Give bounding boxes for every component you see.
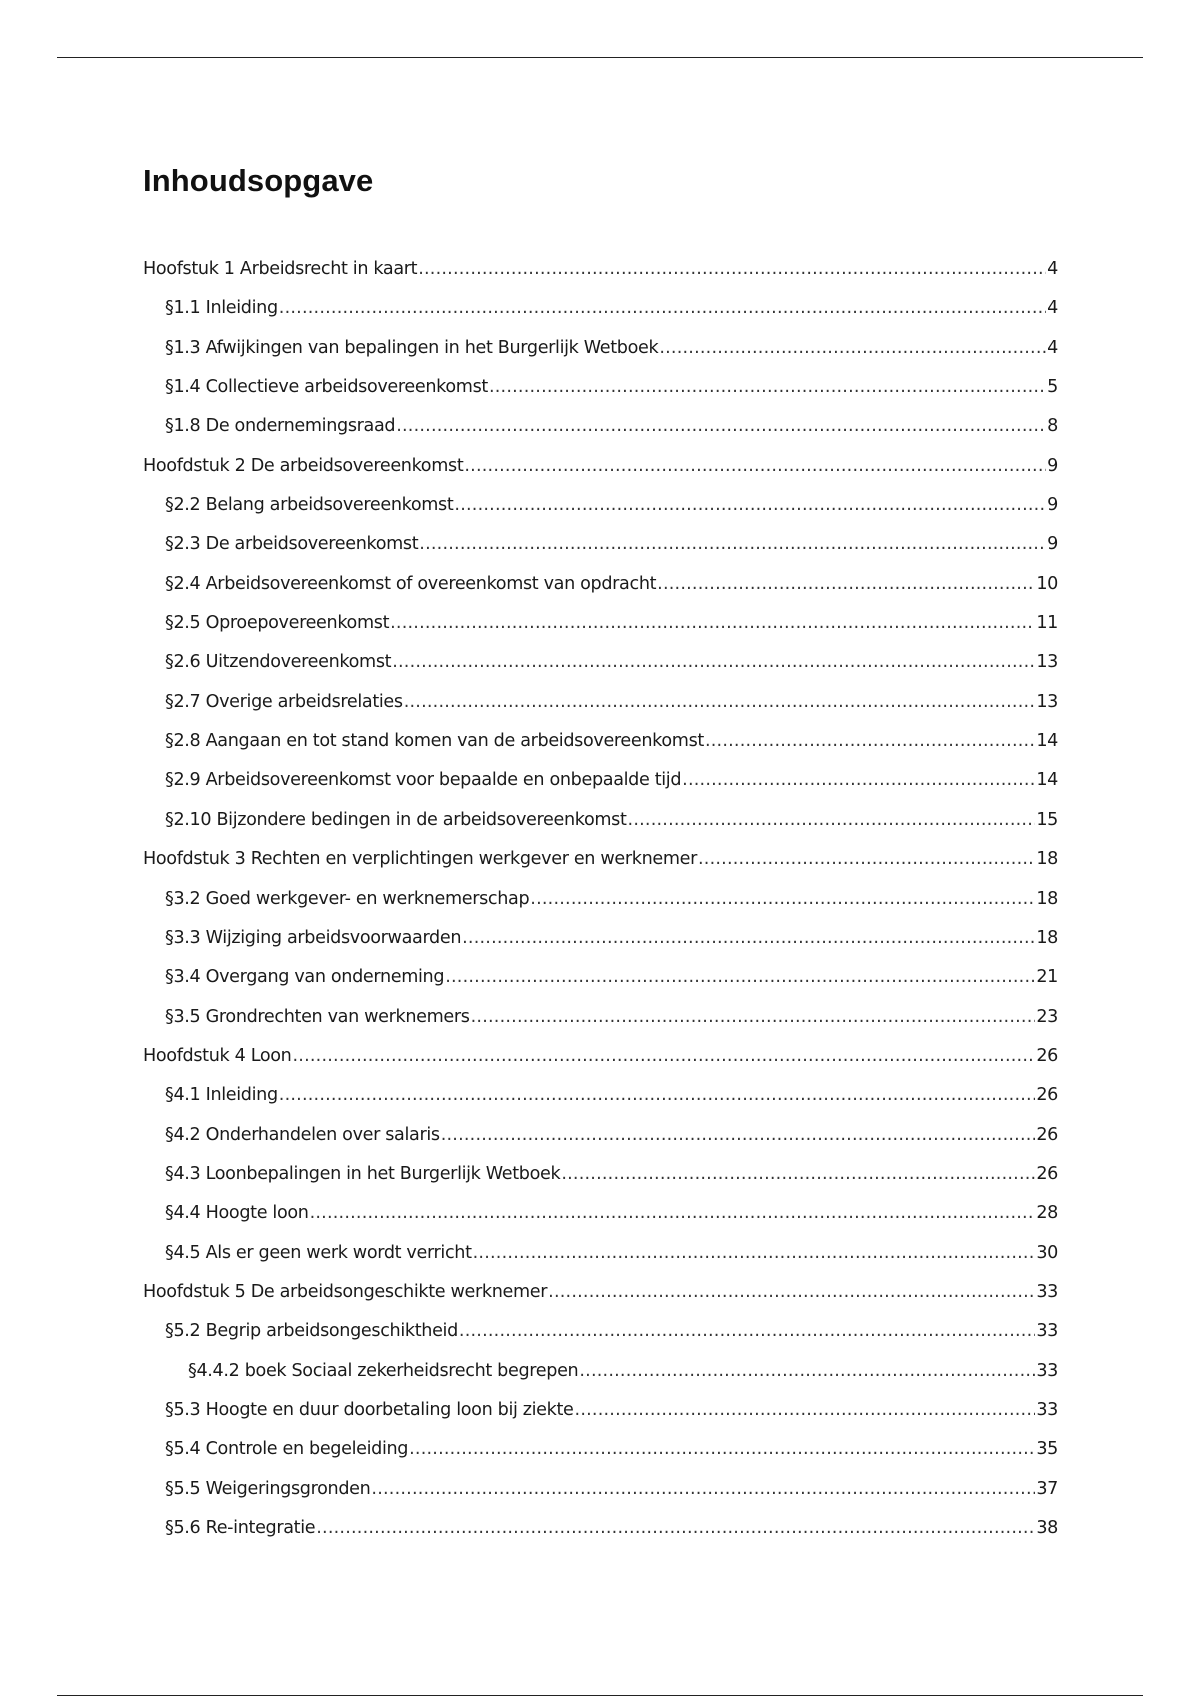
toc-page-number: 15 <box>1036 809 1058 830</box>
toc-entry[interactable] <box>143 1439 1058 1478</box>
toc-entry[interactable] <box>143 495 1058 534</box>
toc-entry[interactable] <box>143 613 1058 652</box>
toc-entry[interactable] <box>143 1203 1058 1242</box>
toc-entry[interactable] <box>143 849 1058 888</box>
toc-page-number: 37 <box>1036 1478 1058 1499</box>
toc-entry-label: §5.3 Hoogte en duur doorbetaling loon bij ziekte <box>165 1399 574 1420</box>
toc-entry-label: §3.5 Grondrechten van werknemers <box>165 1006 470 1027</box>
toc-entry-label: §2.7 Overige arbeidsrelaties <box>165 691 403 712</box>
toc-dot-leader <box>462 928 1035 948</box>
toc-dot-leader <box>682 770 1035 790</box>
toc-page-number: 4 <box>1047 337 1058 358</box>
toc-page-number: 13 <box>1036 652 1058 673</box>
toc-dot-leader <box>279 1085 1036 1105</box>
toc-page-number: 14 <box>1036 731 1058 752</box>
toc-dot-leader <box>409 1439 1035 1459</box>
toc-entry[interactable] <box>143 1400 1058 1439</box>
toc-entry[interactable] <box>143 692 1058 731</box>
toc-entry-label: §2.2 Belang arbeidsovereenkomst <box>165 495 454 516</box>
toc-dot-leader <box>657 574 1035 594</box>
toc-entry-label: §1.3 Afwijkingen van bepalingen in het Burgerlijk Wetboek <box>165 337 659 358</box>
toc-dot-leader <box>459 1321 1035 1341</box>
toc-dot-leader <box>698 849 1035 869</box>
toc-page-number: 10 <box>1036 573 1058 594</box>
toc-entry[interactable] <box>143 1085 1058 1124</box>
toc-entry-label: §3.2 Goed werkgever- en werknemerschap <box>165 888 530 909</box>
toc-entry-label: §2.8 Aangaan en tot stand komen van de arbeidsovereenkomst <box>165 731 704 752</box>
toc-entry[interactable] <box>143 889 1058 928</box>
toc-entry[interactable] <box>143 810 1058 849</box>
toc-entry[interactable] <box>143 574 1058 613</box>
toc-entry-label: Hoofdstuk 2 De arbeidsovereenkomst <box>143 455 464 476</box>
toc-dot-leader <box>659 338 1046 358</box>
toc-entry-label: §2.10 Bijzondere bedingen in de arbeidsovereenkomst <box>165 809 627 830</box>
toc-page-number: 38 <box>1036 1518 1058 1538</box>
toc-entry[interactable] <box>143 1518 1058 1557</box>
toc-entry-label: Hoofdstuk 3 Rechten en verplichtingen werkgever en werknemer <box>143 849 697 870</box>
toc-page-number: 26 <box>1036 1045 1058 1066</box>
toc-dot-leader <box>579 1361 1035 1381</box>
toc-dot-leader <box>548 1282 1035 1302</box>
toc-page-number: 26 <box>1036 1124 1058 1145</box>
toc-entry-label: §4.3 Loonbepalingen in het Burgerlijk Wetboek <box>165 1163 561 1184</box>
toc-entry[interactable] <box>143 416 1058 455</box>
toc-entry-label: §4.4.2 boek Sociaal zekerheidsrecht begrepen <box>188 1360 579 1381</box>
toc-dot-leader <box>561 1164 1035 1184</box>
toc-page-number: 30 <box>1036 1242 1058 1263</box>
toc-dot-leader <box>705 731 1035 751</box>
toc-dot-leader <box>396 416 1046 436</box>
toc-entry-label: §4.2 Onderhandelen over salaris <box>165 1124 440 1145</box>
toc-page-number: 8 <box>1047 416 1058 437</box>
toc-entry[interactable] <box>143 731 1058 770</box>
toc-entry[interactable] <box>143 1125 1058 1164</box>
toc-dot-leader <box>628 810 1036 830</box>
toc-page-number: 9 <box>1047 455 1058 476</box>
toc-entry-label: §5.5 Weigeringsgronden <box>165 1478 371 1499</box>
toc-entry[interactable] <box>143 1046 1058 1085</box>
toc-dot-leader <box>489 377 1046 397</box>
toc-page-number: 9 <box>1047 534 1058 555</box>
toc-entry-label: §5.4 Controle en begeleiding <box>165 1439 409 1460</box>
toc-page-number: 33 <box>1036 1360 1058 1381</box>
toc-entry-label: Hoofdstuk 4 Loon <box>143 1045 292 1066</box>
toc-entry-label: §5.2 Begrip arbeidsongeschiktheid <box>165 1321 458 1342</box>
toc-dot-leader <box>464 456 1046 476</box>
toc-dot-leader <box>454 495 1046 515</box>
toc-entry[interactable] <box>143 928 1058 967</box>
toc-entry[interactable] <box>143 1007 1058 1046</box>
toc-page-number: 18 <box>1036 927 1058 948</box>
toc-dot-leader <box>530 889 1035 909</box>
toc-entry-label: §1.4 Collectieve arbeidsovereenkomst <box>165 377 488 398</box>
toc-dot-leader <box>404 692 1036 712</box>
table-of-contents <box>143 259 1058 1557</box>
toc-entry-label: §4.4 Hoogte loon <box>165 1203 309 1224</box>
toc-dot-leader <box>390 613 1035 633</box>
toc-entry[interactable] <box>143 298 1058 337</box>
toc-entry-label: §4.1 Inleiding <box>165 1085 278 1106</box>
page-title: Inhoudsopgave <box>143 163 374 198</box>
toc-dot-leader <box>441 1125 1036 1145</box>
toc-entry[interactable] <box>143 770 1058 809</box>
toc-entry-label: §3.4 Overgang van onderneming <box>165 967 445 988</box>
toc-page-number: 33 <box>1036 1321 1058 1342</box>
toc-page-number: 11 <box>1036 613 1058 634</box>
toc-page-number: 5 <box>1047 377 1058 398</box>
toc-page-number: 33 <box>1036 1281 1058 1302</box>
toc-page-number: 18 <box>1036 849 1058 870</box>
toc-entry[interactable] <box>143 967 1058 1006</box>
toc-entry[interactable] <box>143 1361 1058 1400</box>
toc-page-number: 13 <box>1036 691 1058 712</box>
toc-entry-label: §5.6 Re-integratie <box>165 1518 316 1538</box>
toc-entry[interactable] <box>143 1321 1058 1360</box>
toc-entry-label: §2.9 Arbeidsovereenkomst voor bepaalde en onbepaalde tijd <box>165 770 682 791</box>
toc-page-number: 26 <box>1036 1085 1058 1106</box>
toc-entry[interactable] <box>143 1282 1058 1321</box>
toc-entry-label: §3.3 Wijziging arbeidsvoorwaarden <box>165 927 462 948</box>
toc-dot-leader <box>292 1046 1035 1066</box>
toc-page-number: 35 <box>1036 1439 1058 1460</box>
toc-page-number: 23 <box>1036 1006 1058 1027</box>
toc-dot-leader <box>419 534 1046 554</box>
toc-page-number: 14 <box>1036 770 1058 791</box>
toc-entry[interactable] <box>143 259 1058 298</box>
toc-page-number: 4 <box>1047 298 1058 319</box>
toc-entry-label: §2.6 Uitzendovereenkomst <box>165 652 392 673</box>
toc-page-number: 9 <box>1047 495 1058 516</box>
toc-entry-label: Hoofdstuk 5 De arbeidsongeschikte werknemer <box>143 1281 548 1302</box>
toc-entry-label: §2.5 Oproepovereenkomst <box>165 613 390 634</box>
toc-dot-leader <box>471 1007 1036 1027</box>
toc-dot-leader <box>418 259 1046 279</box>
toc-dot-leader <box>371 1479 1035 1499</box>
toc-page-number: 28 <box>1036 1203 1058 1224</box>
toc-entry[interactable] <box>143 1243 1058 1282</box>
toc-entry[interactable] <box>143 377 1058 416</box>
toc-entry-label: Hoofstuk 1 Arbeidsrecht in kaart <box>143 259 418 279</box>
toc-entry-label: §4.5 Als er geen werk wordt verricht <box>165 1242 472 1263</box>
toc-dot-leader <box>316 1518 1035 1538</box>
toc-entry[interactable] <box>143 1479 1058 1518</box>
toc-dot-leader <box>310 1203 1036 1223</box>
toc-page-number: 4 <box>1047 259 1058 279</box>
toc-entry[interactable] <box>143 534 1058 573</box>
toc-entry[interactable] <box>143 652 1058 691</box>
toc-dot-leader <box>473 1243 1036 1263</box>
toc-page-number: 26 <box>1036 1163 1058 1184</box>
toc-dot-leader <box>279 298 1046 318</box>
toc-dot-leader <box>445 967 1035 987</box>
toc-entry-label: §2.4 Arbeidsovereenkomst of overeenkomst van opdracht <box>165 573 657 594</box>
footer-rule <box>57 1695 1143 1696</box>
toc-entry[interactable] <box>143 338 1058 377</box>
toc-entry[interactable] <box>143 456 1058 495</box>
toc-entry-label: §1.1 Inleiding <box>165 298 278 319</box>
toc-dot-leader <box>575 1400 1036 1420</box>
toc-entry[interactable] <box>143 1164 1058 1203</box>
toc-dot-leader <box>392 652 1035 672</box>
toc-entry-label: §1.8 De ondernemingsraad <box>165 416 396 437</box>
toc-entry-label: §2.3 De arbeidsovereenkomst <box>165 534 419 555</box>
toc-page-number: 33 <box>1036 1399 1058 1420</box>
toc-page-number: 18 <box>1036 888 1058 909</box>
header-rule <box>57 57 1143 58</box>
toc-page-number: 21 <box>1036 967 1058 988</box>
